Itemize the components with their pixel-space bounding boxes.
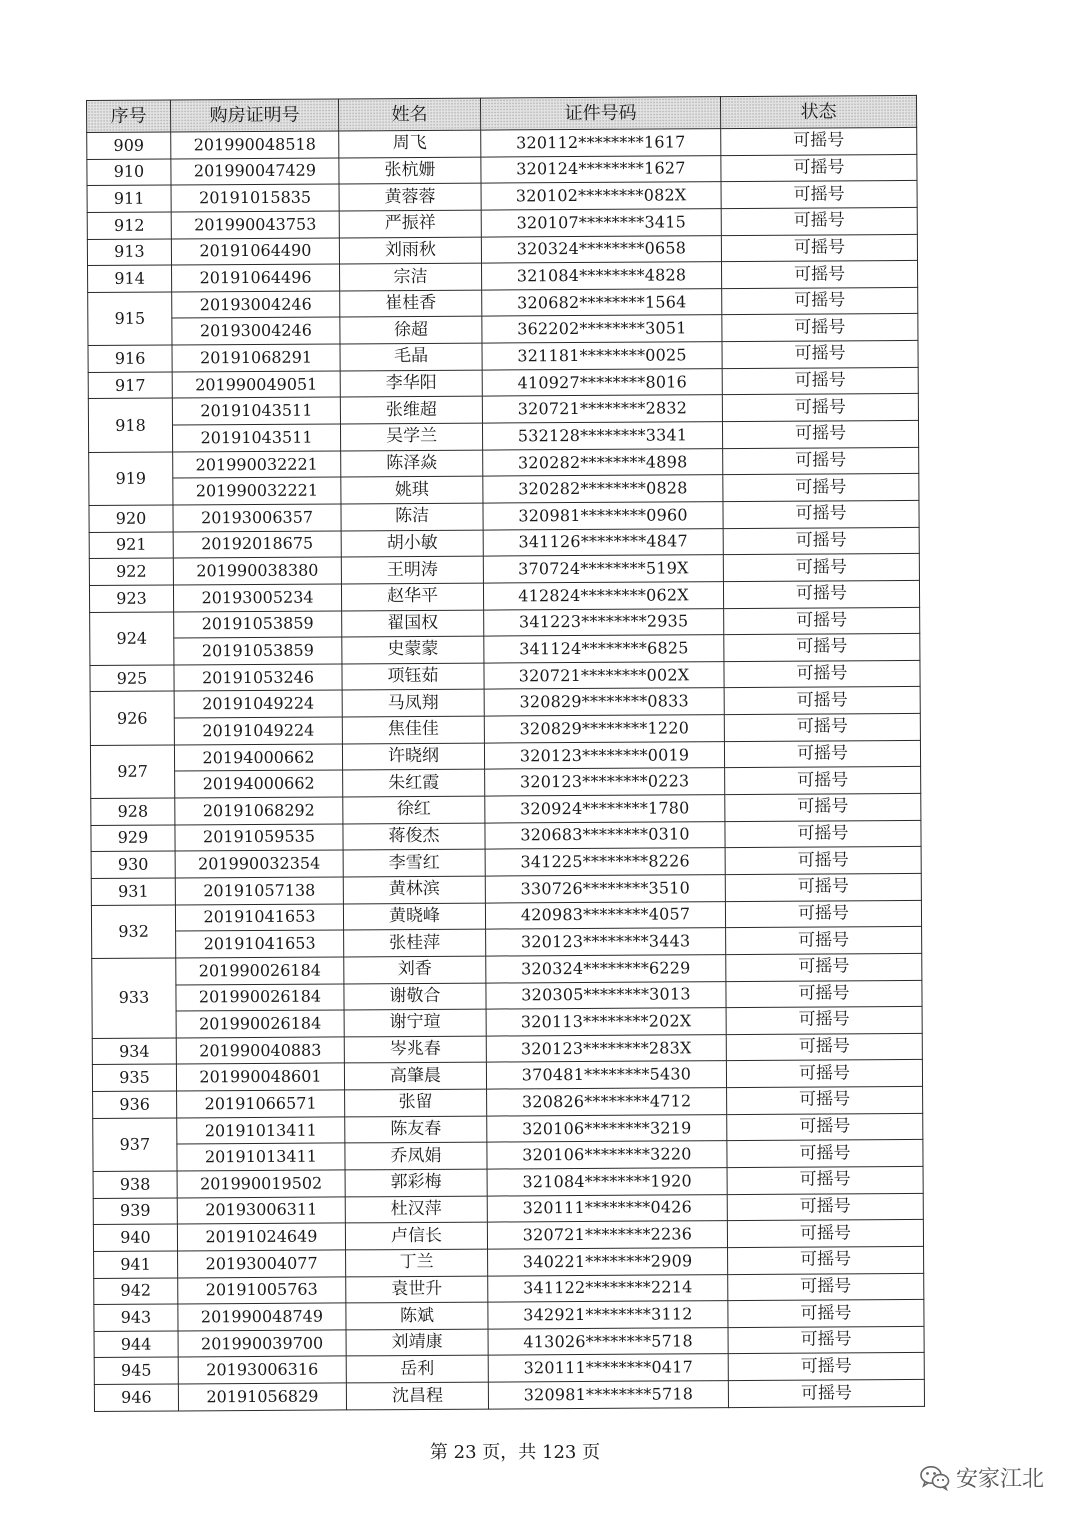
cell-id-number: 340221********2909 [488,1248,728,1276]
cell-cert-number: 201990048749 [178,1303,346,1331]
cell-id-number: 320124********1627 [481,155,721,183]
cell-name: 张杭姗 [339,157,481,185]
cell-cert-number: 20191068291 [172,344,340,372]
header-name: 姓名 [338,98,480,131]
cell-cert-number: 20191049224 [174,717,342,745]
cell-seq: 921 [89,532,173,559]
cell-status: 可摇号 [721,127,917,155]
cell-cert-number: 20193004077 [178,1250,346,1278]
cell-id-number: 320282********0828 [483,475,723,503]
cell-id-number: 330726********3510 [485,875,725,903]
cell-status: 可摇号 [724,634,920,662]
cell-cert-number: 20191068292 [175,797,343,825]
header-status: 状态 [720,95,916,128]
cell-seq: 920 [89,505,173,532]
cell-name: 黄晓峰 [343,903,485,931]
cell-status: 可摇号 [722,341,918,369]
cell-seq: 933 [92,958,176,1038]
cell-seq: 934 [92,1038,176,1065]
cell-status: 可摇号 [723,500,919,528]
cell-id-number: 320829********0833 [484,688,724,716]
cell-seq: 909 [87,132,171,159]
cell-seq: 912 [87,212,171,239]
cell-id-number: 410927********8016 [482,368,722,396]
cell-cert-number: 20191005763 [178,1276,346,1304]
cell-seq: 915 [88,292,172,346]
cell-id-number: 320111********0426 [487,1194,727,1222]
cell-id-number: 412824********062X [483,582,723,610]
cell-cert-number: 201990026184 [176,1010,344,1038]
table-body [87,127,925,1411]
cell-status: 可摇号 [728,1246,924,1274]
cell-status: 可摇号 [724,687,920,715]
cell-id-number: 342921********3112 [488,1301,728,1329]
cell-seq: 945 [94,1357,178,1384]
cell-id-number: 320111********0417 [488,1354,728,1382]
cell-status: 可摇号 [725,793,921,821]
cell-id-number: 320112********1617 [481,129,721,157]
cell-seq: 937 [93,1118,177,1172]
cell-status: 可摇号 [722,314,918,342]
cell-id-number: 341225********8226 [485,848,725,876]
cell-name: 王明涛 [341,556,483,584]
cell-status: 可摇号 [727,1220,923,1248]
cell-status: 可摇号 [721,181,917,209]
cell-status: 可摇号 [721,234,917,262]
cell-name: 李雪红 [343,849,485,877]
cell-name: 徐红 [343,796,485,824]
cell-name: 岑兆春 [344,1036,486,1064]
cell-name: 马凤翔 [342,690,484,718]
cell-id-number: 320981********5718 [488,1381,728,1409]
cell-name: 史蒙蒙 [342,636,484,664]
cell-status: 可摇号 [728,1353,924,1381]
cell-status: 可摇号 [722,287,918,315]
cell-cert-number: 20191057138 [175,877,343,905]
cell-name: 项钰茹 [342,663,484,691]
cell-cert-number: 201990049051 [172,371,340,399]
cell-id-number: 532128********3341 [482,422,722,450]
cell-id-number: 320305********3013 [486,981,726,1009]
cell-name: 黄蓉蓉 [339,183,481,211]
cell-cert-number: 20191041653 [176,930,344,958]
cell-status: 可摇号 [721,207,917,235]
cell-cert-number: 20191053859 [174,610,342,638]
cell-cert-number: 201990026184 [176,957,344,985]
cell-id-number: 320282********4898 [483,448,723,476]
cell-cert-number: 20191043511 [172,424,340,452]
cell-id-number: 320829********1220 [484,715,724,743]
cell-cert-number: 20191056829 [178,1383,346,1411]
cell-cert-number: 20191013411 [177,1143,345,1171]
cell-name: 焦佳佳 [342,716,484,744]
cell-name: 赵华平 [341,583,483,611]
cell-seq: 940 [93,1224,177,1251]
cell-name: 吴学兰 [340,423,482,451]
cell-name: 翟国权 [342,610,484,638]
cell-status: 可摇号 [726,980,922,1008]
cell-seq: 928 [91,798,175,825]
cell-seq: 914 [88,265,172,292]
cell-status: 可摇号 [724,660,920,688]
cell-id-number: 320123********0019 [484,741,724,769]
header-id-number: 证件号码 [480,97,720,130]
cell-seq: 944 [94,1331,178,1358]
applicant-table [86,95,925,1412]
wechat-icon [920,1465,950,1491]
cell-id-number: 320924********1780 [485,795,725,823]
header-seq: 序号 [87,100,171,133]
cell-id-number: 321084********4828 [482,262,722,290]
cell-name: 袁世升 [346,1276,488,1304]
cell-cert-number: 20192018675 [173,531,341,559]
cell-status: 可摇号 [723,447,919,475]
cell-seq: 931 [91,878,175,905]
cell-status: 可摇号 [722,367,918,395]
cell-name: 杜汉萍 [345,1196,487,1224]
cell-cert-number: 20191041653 [175,904,343,932]
cell-cert-number: 20191043511 [172,397,340,425]
cell-status: 可摇号 [726,1033,922,1061]
cell-status: 可摇号 [722,261,918,289]
cell-cert-number: 20194000662 [174,744,342,772]
cell-id-number: 321084********1920 [487,1168,727,1196]
cell-seq: 935 [92,1064,176,1091]
cell-id-number: 321181********0025 [482,342,722,370]
cell-status: 可摇号 [726,1007,922,1035]
cell-id-number: 320106********3219 [487,1114,727,1142]
cell-seq: 925 [90,665,174,692]
table-row [94,1380,924,1412]
cell-name: 张桂萍 [344,929,486,957]
cell-name: 崔桂香 [340,290,482,318]
cell-seq: 942 [94,1278,178,1305]
cell-cert-number: 201990032221 [173,477,341,505]
cell-cert-number: 20191064496 [172,264,340,292]
cell-cert-number: 201990040883 [176,1037,344,1065]
cell-id-number: 320324********0658 [481,235,721,263]
cell-name: 陈洁 [341,503,483,531]
cell-name: 姚琪 [341,476,483,504]
cell-seq: 943 [94,1304,178,1331]
cell-id-number: 320683********0310 [485,821,725,849]
cell-cert-number: 201990043753 [171,211,339,239]
cell-cert-number: 20191015835 [171,184,339,212]
cell-name: 张维超 [340,396,482,424]
cell-name: 刘香 [344,956,486,984]
cell-seq: 924 [90,612,174,666]
cell-status: 可摇号 [726,1060,922,1088]
cell-status: 可摇号 [727,1086,923,1114]
cell-cert-number: 20193006316 [178,1356,346,1384]
cell-seq: 923 [89,585,173,612]
cell-id-number: 362202********3051 [482,315,722,343]
cell-cert-number: 201990048601 [176,1063,344,1091]
cell-cert-number: 20193006357 [173,504,341,532]
cell-id-number: 341122********2214 [488,1274,728,1302]
cell-cert-number: 20191053246 [174,664,342,692]
cell-seq: 932 [91,905,175,959]
cell-cert-number: 201990047429 [171,158,339,186]
cell-status: 可摇号 [727,1193,923,1221]
cell-id-number: 320102********082X [481,182,721,210]
header-row [87,95,917,132]
cell-status: 可摇号 [725,767,921,795]
cell-name: 毛晶 [340,343,482,371]
cell-status: 可摇号 [723,527,919,555]
cell-cert-number: 20191059535 [175,824,343,852]
cell-cert-number: 201990048518 [171,131,339,159]
cell-name: 郭彩梅 [345,1169,487,1197]
cell-name: 刘雨秋 [339,237,481,265]
cell-seq: 946 [94,1384,178,1411]
cell-id-number: 420983********4057 [485,901,725,929]
cell-status: 可摇号 [723,554,919,582]
cell-status: 可摇号 [728,1380,924,1408]
cell-seq: 913 [87,239,171,266]
cell-status: 可摇号 [727,1140,923,1168]
cell-name: 李华阳 [340,370,482,398]
cell-cert-number: 20194000662 [175,770,343,798]
cell-status: 可摇号 [725,873,921,901]
cell-id-number: 341124********6825 [484,635,724,663]
cell-id-number: 320113********202X [486,1008,726,1036]
cell-seq: 919 [89,452,173,506]
cell-status: 可摇号 [725,900,921,928]
cell-name: 卢信长 [345,1222,487,1250]
cell-seq: 918 [88,398,172,452]
cell-status: 可摇号 [724,740,920,768]
cell-id-number: 320721********002X [484,661,724,689]
cell-status: 可摇号 [728,1326,924,1354]
cell-seq: 941 [94,1251,178,1278]
cell-status: 可摇号 [722,420,918,448]
cell-name: 蒋俊杰 [343,823,485,851]
cell-status: 可摇号 [728,1273,924,1301]
cell-name: 高肇晨 [344,1062,486,1090]
cell-status: 可摇号 [725,847,921,875]
cell-cert-number: 201990019502 [177,1170,345,1198]
cell-name: 朱红霞 [343,769,485,797]
cell-id-number: 370724********519X [483,555,723,583]
cell-name: 沈昌程 [346,1382,488,1410]
cell-seq: 938 [93,1171,177,1198]
cell-name: 宗洁 [340,263,482,291]
cell-seq: 926 [90,691,174,745]
cell-cert-number: 20193006311 [177,1197,345,1225]
cell-seq: 927 [90,745,174,799]
cell-seq: 922 [89,558,173,585]
cell-cert-number: 20193004246 [172,291,340,319]
cell-seq: 936 [93,1091,177,1118]
cell-name: 谢敬合 [344,983,486,1011]
cell-cert-number: 201990026184 [176,983,344,1011]
cell-status: 可摇号 [721,154,917,182]
cell-name: 丁兰 [346,1249,488,1277]
cell-status: 可摇号 [724,714,920,742]
cell-cert-number: 20191066571 [177,1090,345,1118]
cell-seq: 910 [87,159,171,186]
watermark [920,1462,1044,1493]
cell-name: 张留 [345,1089,487,1117]
cell-id-number: 320721********2236 [487,1221,727,1249]
cell-seq: 929 [91,825,175,852]
cell-name: 谢宁瑄 [344,1009,486,1037]
cell-id-number: 320106********3220 [487,1141,727,1169]
cell-seq: 911 [87,185,171,212]
cell-cert-number: 201990038380 [173,557,341,585]
cell-id-number: 320981********0960 [483,502,723,530]
cell-id-number: 320123********3443 [486,928,726,956]
cell-id-number: 320123********283X [486,1034,726,1062]
cell-id-number: 320721********2832 [482,395,722,423]
cell-id-number: 341126********4847 [483,528,723,556]
cell-cert-number: 201990039700 [178,1330,346,1358]
cell-status: 可摇号 [723,474,919,502]
cell-cert-number: 20191049224 [174,690,342,718]
cell-cert-number: 20191024649 [177,1223,345,1251]
cell-status: 可摇号 [725,820,921,848]
cell-name: 严振祥 [339,210,481,238]
cell-id-number: 341223********2935 [484,608,724,636]
cell-status: 可摇号 [728,1300,924,1328]
page-number: 第 23 页，共 123 页 [429,1442,601,1463]
cell-seq: 939 [93,1198,177,1225]
cell-cert-number: 20191053859 [174,637,342,665]
cell-name: 胡小敏 [341,530,483,558]
cell-id-number: 320107********3415 [481,209,721,237]
cell-id-number: 320123********0223 [485,768,725,796]
cell-name: 乔凤娟 [345,1142,487,1170]
cell-status: 可摇号 [727,1166,923,1194]
cell-seq: 930 [91,851,175,878]
cell-status: 可摇号 [723,580,919,608]
cell-cert-number: 20193005234 [173,584,341,612]
cell-name: 陈斌 [346,1302,488,1330]
cell-status: 可摇号 [726,927,922,955]
cell-name: 刘靖康 [346,1329,488,1357]
cell-seq: 917 [88,372,172,399]
cell-status: 可摇号 [726,953,922,981]
cell-cert-number: 20191064490 [171,238,339,266]
cell-id-number: 413026********5718 [488,1327,728,1355]
cell-id-number: 370481********5430 [486,1061,726,1089]
cell-cert-number: 201990032221 [173,451,341,479]
cell-status: 可摇号 [724,607,920,635]
watermark-text: 安家江北 [955,1467,1044,1492]
cell-name: 陈泽焱 [341,450,483,478]
cell-name: 周飞 [339,130,481,158]
cell-cert-number: 20193004246 [172,317,340,345]
cell-status: 可摇号 [727,1113,923,1141]
cell-cert-number: 201990032354 [175,850,343,878]
cell-name: 岳利 [346,1356,488,1384]
cell-name: 许晓纲 [342,743,484,771]
cell-status: 可摇号 [722,394,918,422]
cell-name: 徐超 [340,317,482,345]
cell-name: 黄林滨 [343,876,485,904]
cell-seq: 916 [88,345,172,372]
cell-id-number: 320324********6229 [486,954,726,982]
header-cert-number: 购房证明号 [171,99,339,132]
cell-id-number: 320682********1564 [482,288,722,316]
cell-cert-number: 20191013411 [177,1117,345,1145]
cell-name: 陈友春 [345,1116,487,1144]
table-header [87,95,917,132]
cell-id-number: 320826********4712 [487,1088,727,1116]
